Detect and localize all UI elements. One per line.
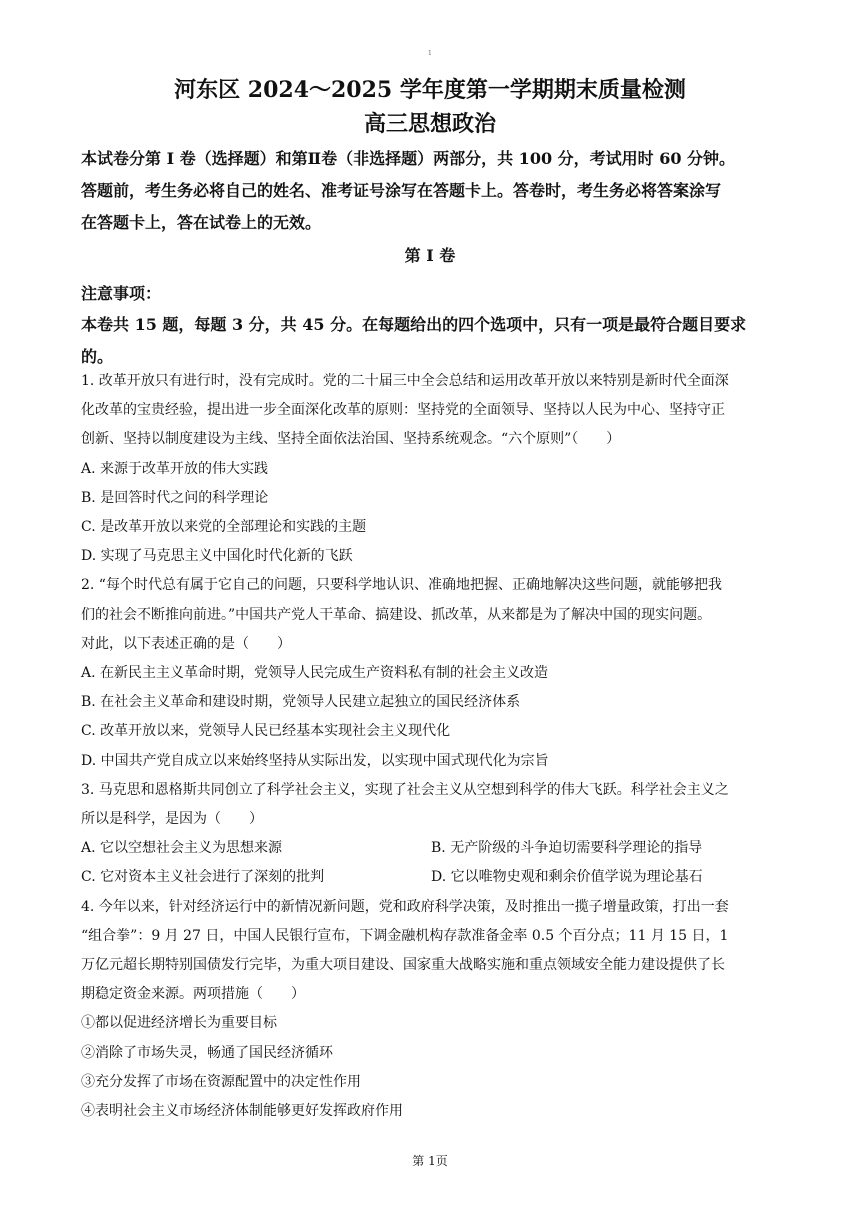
question-stem: 1. 改革开放只有进行时，没有完成时。党的二十届三中全会总结和运用改革开放以来特别是新时代全面深 <box>81 373 729 389</box>
option: C. 它对资本主义社会进行了深刻的批判 <box>81 869 325 886</box>
question-stem: 化改革的宝贵经验，提出进一步全面深化改革的原则：坚持党的全面领导、坚持以人民为中心、坚持守正 <box>81 402 725 419</box>
question-stem: 创新、坚持以制度建设为主线、坚持全面依法治国、坚持系统观念。“六个原则”（ ） <box>81 431 621 448</box>
statement-item: ①都以促进经济增长为重要目标 <box>81 1015 277 1032</box>
instruction-line: 在答题卡上，答在试卷上的无效。 <box>81 213 322 232</box>
instruction-line: 答题前，考生务必将自己的姓名、准考证号涂写在答题卡上。答卷时，考生务必将答案涂写 <box>81 181 722 200</box>
question-stem: 们的社会不断推向前进。”中国共产党人干革命、搞建设、抓改革，从来都是为了解决中国的现实问题。 <box>81 606 712 623</box>
question-stem: 4. 今年以来，针对经济运行中的新情况新问题，党和政府科学决策，及时推出一揽子增量政策，打出一套 <box>81 898 729 915</box>
section-title: 第 I 卷 <box>404 246 456 265</box>
option: D. 它以唯物史观和剩余价值学说为理论基石 <box>431 869 703 886</box>
statement-item: ④表明社会主义市场经济体制能够更好发挥政府作用 <box>81 1103 403 1120</box>
exam-subject: 高三思想政治 <box>363 111 496 137</box>
exam-title: 河东区 2024～2025 学年度第一学期期末质量检测 <box>174 77 686 103</box>
notice-heading: 注意事项： <box>81 284 162 303</box>
option: D. 实现了马克思主义中国化时代化新的飞跃 <box>81 548 353 565</box>
option: A. 来源于改革开放的伟大实践 <box>81 460 269 477</box>
option: D. 中国共产党自成立以来始终坚持从实际出发，以实现中国式现代化为宗旨 <box>81 752 549 769</box>
option: B. 在社会主义革命和建设时期，党领导人民建立起独立的国民经济体系 <box>81 694 521 711</box>
page-mark: 1 <box>428 50 432 57</box>
question-stem: 所以是科学，是因为（ ） <box>81 811 263 828</box>
option: C. 是改革开放以来党的全部理论和实践的主题 <box>81 519 367 536</box>
option: B. 无产阶级的斗争迫切需要科学理论的指导 <box>431 840 703 857</box>
option: C. 改革开放以来，党领导人民已经基本实现社会主义现代化 <box>81 723 451 740</box>
page-number: 第 1页 <box>412 1154 448 1168</box>
notice-line: 本卷共 15 题，每题 3 分，共 45 分。在每题给出的四个选项中，只有一项是最符合题目要求 <box>81 315 747 334</box>
option-row <box>81 863 781 892</box>
exam-instructions <box>81 143 781 239</box>
question-stem: 3. 马克思和恩格斯共同创立了科学社会主义，实现了社会主义从空想到科学的伟大飞跃。科学社会主义之 <box>81 781 729 798</box>
notice-body <box>81 309 781 373</box>
instruction-line: 本试卷分第 I 卷（选择题）和第Ⅱ卷（非选择题）两部分，共 100 分，考试用时 60 分钟。 <box>81 149 736 168</box>
question-list <box>81 367 781 1126</box>
question-stem: 万亿元超长期特别国债发行完毕，为重大项目建设、国家重大战略实施和重点领域安全能力建设提供了长 <box>81 957 725 974</box>
option: A. 在新民主主义革命时期，党领导人民完成生产资料私有制的社会主义改造 <box>81 665 549 682</box>
question-stem: 期稳定资金来源。两项措施（ ） <box>81 986 305 1003</box>
statement-item: ③充分发挥了市场在资源配置中的决定性作用 <box>81 1073 361 1090</box>
option: B. 是回答时代之问的科学理论 <box>81 489 269 506</box>
question-stem: 2. “每个时代总有属于它自己的问题，只要科学地认识、准确地把握、正确地解决这些问题，就能够把我 <box>81 577 722 594</box>
statement-item: ②消除了市场失灵，畅通了国民经济循环 <box>81 1044 333 1061</box>
notice-line: 的。 <box>81 347 114 366</box>
option: A. 它以空想社会主义为思想来源 <box>81 840 283 857</box>
option-row <box>81 834 781 863</box>
question-stem: “组合拳”：9 月 27 日，中国人民银行宣布，下调金融机构存款准备金率 0.5 个百分点；11 月 15 日，1 <box>81 927 729 944</box>
question-stem: 对此，以下表述正确的是（ ） <box>81 635 291 652</box>
